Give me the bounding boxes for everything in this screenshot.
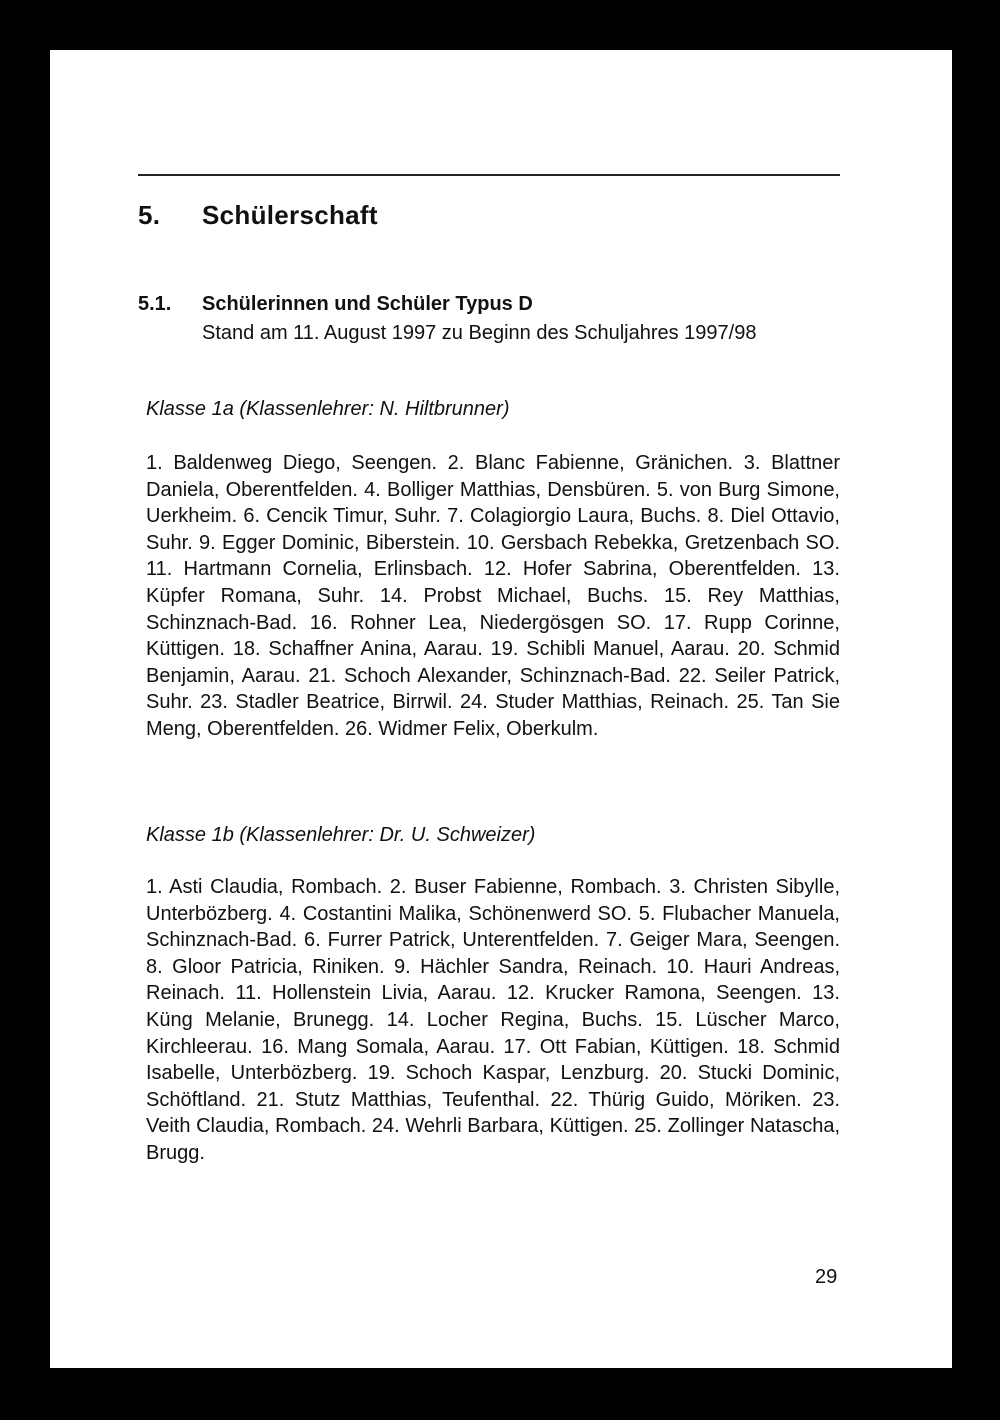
chapter-title: Schülerschaft xyxy=(202,200,378,230)
document-page xyxy=(50,50,952,1368)
section-title: Schülerinnen und Schüler Typus D xyxy=(202,293,533,315)
section-heading xyxy=(138,290,756,348)
class-1a-heading: Klasse 1a (Klassenlehrer: N. Hiltbrunner) xyxy=(146,398,510,420)
class-1b-student-list: 1. Asti Claudia, Rombach. 2. Buser Fabienne, Rombach. 3. Christen Sibylle, Unterbözberg. 4. Costantini Malika, Schönenwerd SO. 5. Flubacher Manuela, Schinznach-Bad. 6. Furrer Patrick, Unterentfelden. 7. Geiger Mara, Seengen. 8. Gloor Patricia, Riniken. 9. Hächler Sandra, Reinach. 10. Hauri Andreas, Reinach. 11. Hollenstein Livia, Aarau. 12. Krucker Ramona, Seengen. 13. Küng Melanie, Brunegg. 14. Locher Regina, Buchs. 15. Lüscher Marco, Kirchleerau. 16. Mang Somala, Aarau. 17. Ott Fabian, Küttigen. 18. Schmid Isabelle, Unterbözberg. 19. Schoch Kaspar, Lenzburg. 20. Stucki Dominic, Schöftland. 21. Stutz Matthias, Teufenthal. 22. Thürig Guido, Möriken. 23. Veith Claudia, Rombach. 24. Wehrli Barbara, Küttigen. 25. Zollinger Natascha, Brugg. xyxy=(146,876,840,1164)
chapter-number: 5. xyxy=(138,200,161,230)
chapter-heading xyxy=(138,200,378,231)
header-rule xyxy=(138,174,840,176)
section-subtitle: Stand am 11. August 1997 zu Beginn des Schuljahres 1997/98 xyxy=(202,322,757,344)
page-number: 29 xyxy=(815,1266,838,1288)
class-1b-heading: Klasse 1b (Klassenlehrer: Dr. U. Schweizer) xyxy=(146,824,536,846)
class-1a-student-list: 1. Baldenweg Diego, Seengen. 2. Blanc Fabienne, Gränichen. 3. Blattner Daniela, Oberentfelden. 4. Bolliger Matthias, Densbüren. 5. von Burg Simone, Uerkheim. 6. Cencik Timur, Suhr. 7. Colagiorgio Laura, Buchs. 8. Diel Ottavio, Suhr. 9. Egger Dominic, Biberstein. 10. Gersbach Rebekka, Gretzenbach SO. 11. Hartmann Cornelia, Erlinsbach. 12. Hofer Sabrina, Oberentfelden. 13. Küpfer Romana, Suhr. 14. Probst Michael, Buchs. 15. Rey Matthias, Schinznach-Bad. 16. Rohner Lea, Niedergösgen SO. 17. Rupp Corinne, Küttigen. 18. Schaffner Anina, Aarau. 19. Schibli Manuel, Aarau. 20. Schmid Benjamin, Aarau. 21. Schoch Alexander, Schinznach-Bad. 22. Seiler Patrick, Suhr. 23. Stadler Beatrice, Birrwil. 24. Studer Matthias, Reinach. 25. Tan Sie Meng, Oberentfelden. 26. Widmer Felix, Oberkulm. xyxy=(146,452,840,740)
section-number: 5.1. xyxy=(138,293,172,315)
